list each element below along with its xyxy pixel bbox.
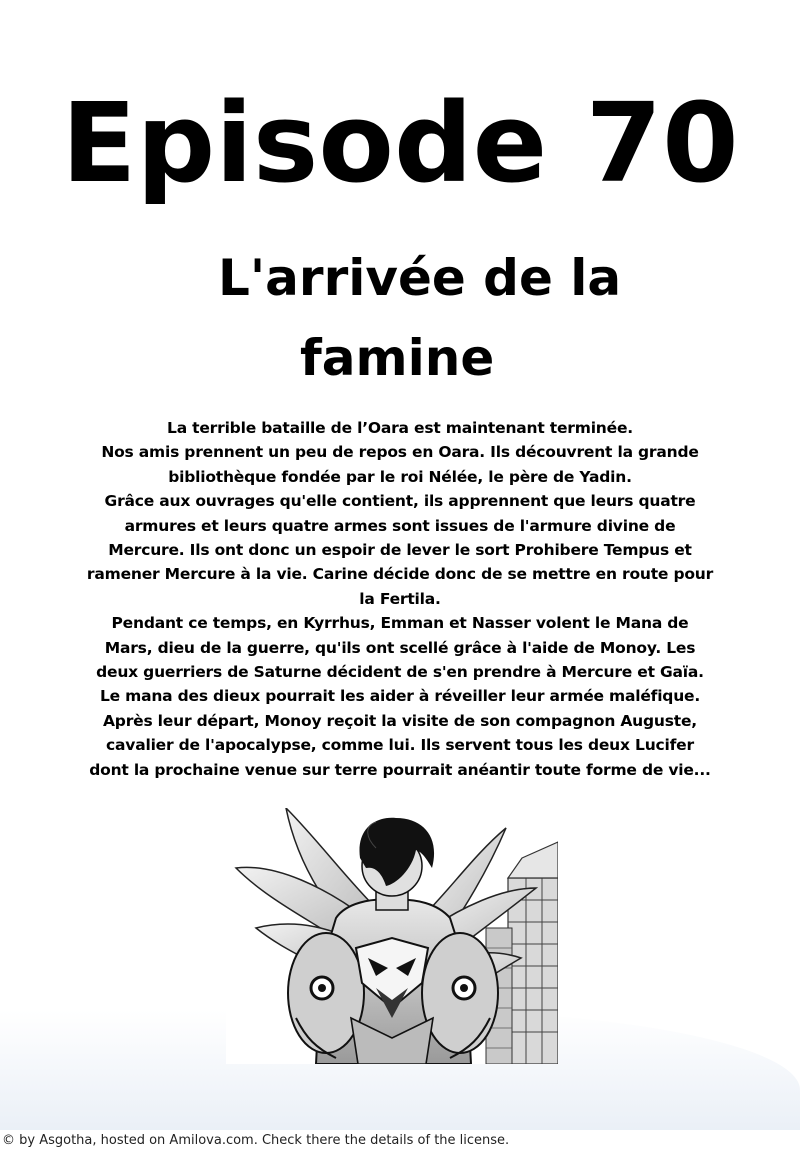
license-footer: © by Asgotha, hosted on Amilova.com. Check there the details of the license. bbox=[2, 1133, 510, 1148]
synopsis-line: Mercure. Ils ont donc un espoir de lever le sort Prohibere Tempus et bbox=[108, 541, 692, 560]
episode-subtitle-line2: famine bbox=[300, 329, 495, 387]
synopsis-line: bibliothèque fondée par le roi Nélée, le père de Yadin. bbox=[168, 467, 632, 486]
synopsis-line: Nos amis prennent un peu de repos en Oara. Ils découvrent la grande bbox=[101, 443, 699, 462]
manga-illustration bbox=[226, 808, 558, 1064]
synopsis-line: Le mana des dieux pourrait les aider à réveiller leur armée maléfique. bbox=[99, 687, 701, 706]
synopsis-line: Grâce aux ouvrages qu'elle contient, ils apprennent que leurs quatre bbox=[104, 492, 696, 511]
episode-subtitle-line1: L'arrivée de la bbox=[218, 249, 622, 307]
synopsis-line: Mars, dieu de la guerre, qu'ils ont scellé grâce à l'aide de Monoy. Les bbox=[104, 638, 696, 657]
synopsis-text bbox=[60, 416, 740, 782]
synopsis-line: deux guerriers de Saturne décident de s'en prendre à Mercure et Gaïa. bbox=[96, 663, 704, 682]
synopsis-line: dont la prochaine venue sur terre pourrait anéantir toute forme de vie... bbox=[89, 760, 711, 779]
synopsis-line: Pendant ce temps, en Kyrrhus, Emman et Nasser volent le Mana de bbox=[111, 614, 689, 633]
episode-title: Episode 70 bbox=[61, 79, 739, 207]
synopsis-line: la Fertila. bbox=[359, 589, 441, 608]
synopsis-line: ramener Mercure à la vie. Carine décide donc de se mettre en route pour bbox=[86, 565, 714, 584]
synopsis-line: Après leur départ, Monoy reçoit la visite de son compagnon Auguste, bbox=[103, 711, 697, 730]
synopsis-line: cavalier de l'apocalypse, comme lui. Ils servent tous les deux Lucifer bbox=[106, 736, 694, 755]
synopsis-line: La terrible bataille de l’Oara est maintenant terminée. bbox=[167, 419, 633, 437]
armored-character-drawing bbox=[226, 808, 558, 1064]
synopsis-line: armures et leurs quatre armes sont issues de l'armure divine de bbox=[124, 516, 676, 535]
